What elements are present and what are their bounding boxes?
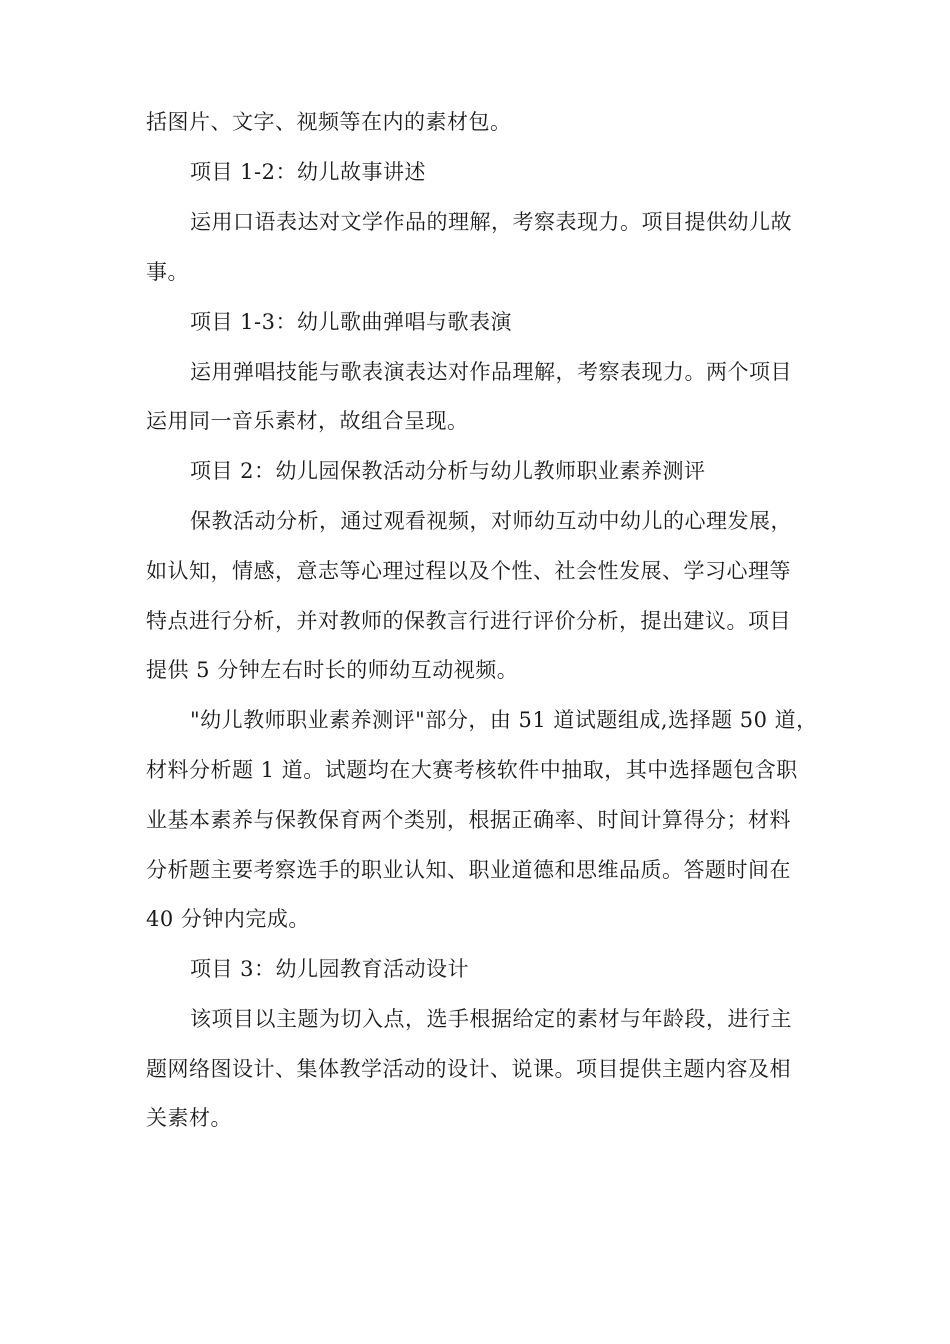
text-line: 关素材。 xyxy=(146,1106,232,1130)
text-line: 运用弹唱技能与歌表演表达对作品理解，考察表现力。两个项目 xyxy=(190,360,792,384)
text-line: 分析题主要考察选手的职业认知、职业道德和思维品质。答题时间在 xyxy=(146,858,791,882)
text-line: 特点进行分析，并对教师的保教言行进行评价分析，提出建议。项目 xyxy=(146,609,791,633)
text-line: 提供 5 分钟左右时长的师幼互动视频。 xyxy=(146,658,519,682)
text-line: 40 分钟内完成。 xyxy=(146,907,310,931)
text-line: 运用同一音乐素材，故组合呈现。 xyxy=(146,409,469,433)
text-line: "幼儿教师职业素养测评"部分，由 51 道试题组成,选择题 50 道， xyxy=(190,708,818,732)
text-line: 题网络图设计、集体教学活动的设计、说课。项目提供主题内容及相 xyxy=(146,1057,791,1081)
text-line: 业基本素养与保教保育两个类别，根据正确率、时间计算得分；材料 xyxy=(146,808,791,832)
text-line: 保教活动分析，通过观看视频，对师幼互动中幼儿的心理发展， xyxy=(190,509,792,533)
text-line: 运用口语表达对文学作品的理解，考察表现力。项目提供幼儿故 xyxy=(190,210,792,234)
text-line: 材料分析题 1 道。试题均在大赛考核软件中抽取，其中选择题包含职 xyxy=(146,758,798,782)
section-heading: 项目 1-3：幼儿歌曲弹唱与歌表演 xyxy=(190,310,512,334)
text-line: 如认知，情感，意志等心理过程以及个性、社会性发展、学习心理等 xyxy=(146,559,791,583)
text-line: 括图片、文字、视频等在内的素材包。 xyxy=(146,110,512,134)
section-heading: 项目 1-2：幼儿故事讲述 xyxy=(190,160,426,184)
text-line: 事。 xyxy=(146,260,189,284)
section-heading: 项目 2：幼儿园保教活动分析与幼儿教师职业素养测评 xyxy=(190,459,706,483)
section-heading: 项目 3：幼儿园教育活动设计 xyxy=(190,957,470,981)
text-line: 该项目以主题为切入点，选手根据给定的素材与年龄段，进行主 xyxy=(190,1007,792,1031)
